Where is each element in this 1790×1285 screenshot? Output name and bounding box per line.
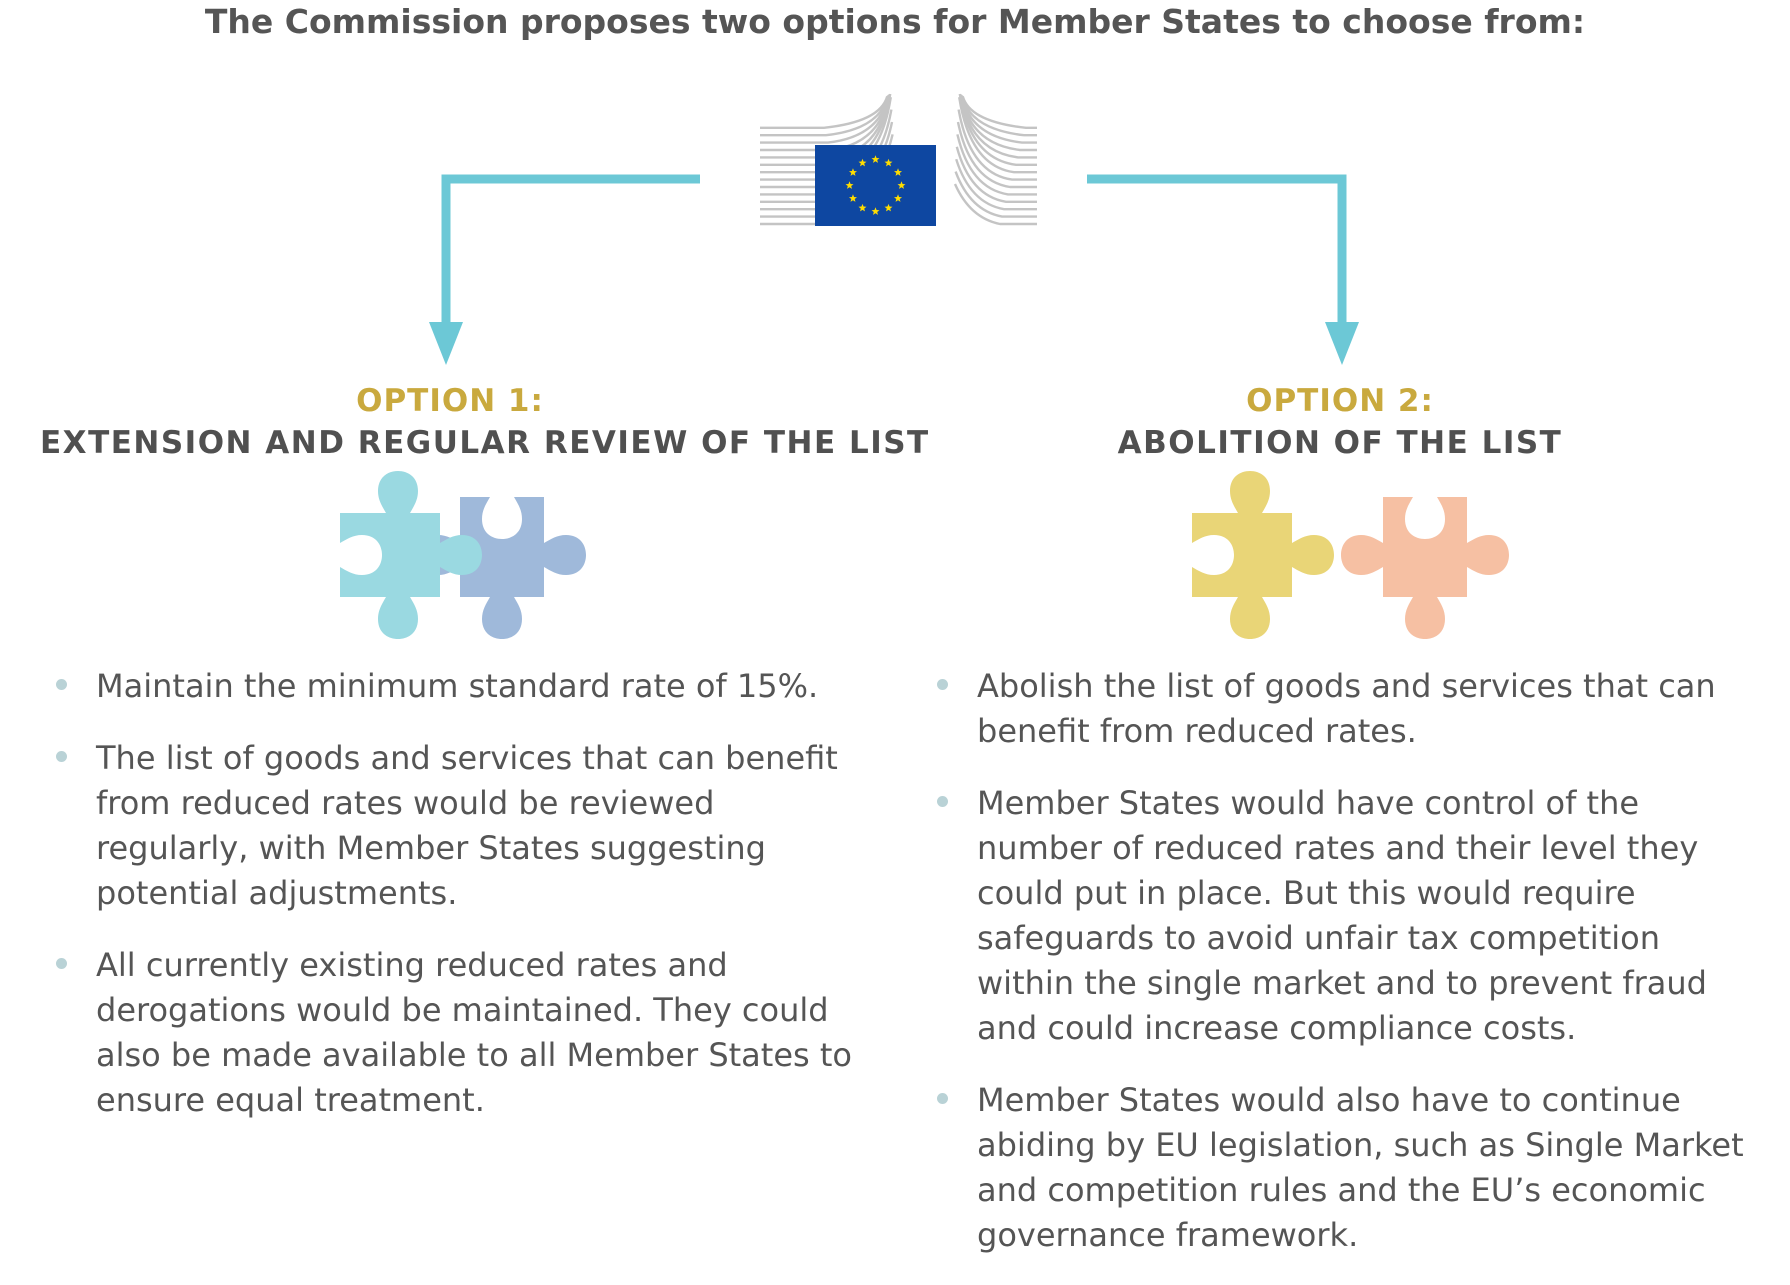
option-1-label: OPTION 1: xyxy=(356,383,544,419)
left-arrow xyxy=(429,179,700,365)
right-arrow xyxy=(1087,179,1359,365)
bullet-text: Maintain the minimum standard rate of 15%. xyxy=(96,667,819,705)
option-1-bullet-list xyxy=(56,664,866,1150)
bullet-text: All currently existing reduced rates and derogations would be maintained. They could also be made available to all Member States to ensure equal treatment. xyxy=(96,946,852,1119)
option-2-name: ABOLITION OF THE LIST xyxy=(1117,425,1563,461)
bullet-text: The list of goods and services that can benefit from reduced rates would be reviewed regularly, with Member States suggesting potential adjustments. xyxy=(96,739,838,912)
bullet-text: Member States would also have to continue abiding by EU legislation, such as Single Market and competition rules and the EU’s economic governance framework. xyxy=(977,1081,1744,1254)
list-item xyxy=(56,943,866,1123)
bullet-icon xyxy=(937,1093,948,1104)
bullet-text: Abolish the list of goods and services that can benefit from reduced rates. xyxy=(977,667,1716,750)
page-title: The Commission proposes two options for Member States to choose from: xyxy=(204,2,1586,41)
option-2-bullet-list xyxy=(937,664,1767,1285)
bullet-icon xyxy=(56,958,67,969)
bullet-icon xyxy=(937,796,948,807)
bullet-icon xyxy=(56,751,67,762)
option-1-name: EXTENSION AND REGULAR REVIEW OF THE LIST xyxy=(40,425,930,461)
bullet-icon xyxy=(56,679,67,690)
european-commission-logo-icon xyxy=(760,94,1037,226)
logo-line xyxy=(963,97,1037,128)
list-item xyxy=(56,664,866,709)
list-item xyxy=(56,736,866,916)
option-2-heading xyxy=(930,380,1750,464)
option-1-heading xyxy=(40,380,930,464)
connected-puzzle-pieces-icon xyxy=(340,471,586,639)
list-item xyxy=(937,1078,1767,1258)
list-item xyxy=(937,664,1767,754)
separated-puzzle-pieces-icon xyxy=(1192,471,1509,639)
bullet-icon xyxy=(937,679,948,690)
bullet-text: Member States would have control of the number of reduced rates and their level they could put in place. But this would require safeguards to avoid unfair tax competition within the single market and to prevent fraud and could increase compliance costs. xyxy=(977,784,1707,1047)
option-2-label: OPTION 2: xyxy=(1246,383,1434,419)
list-item xyxy=(937,781,1767,1051)
